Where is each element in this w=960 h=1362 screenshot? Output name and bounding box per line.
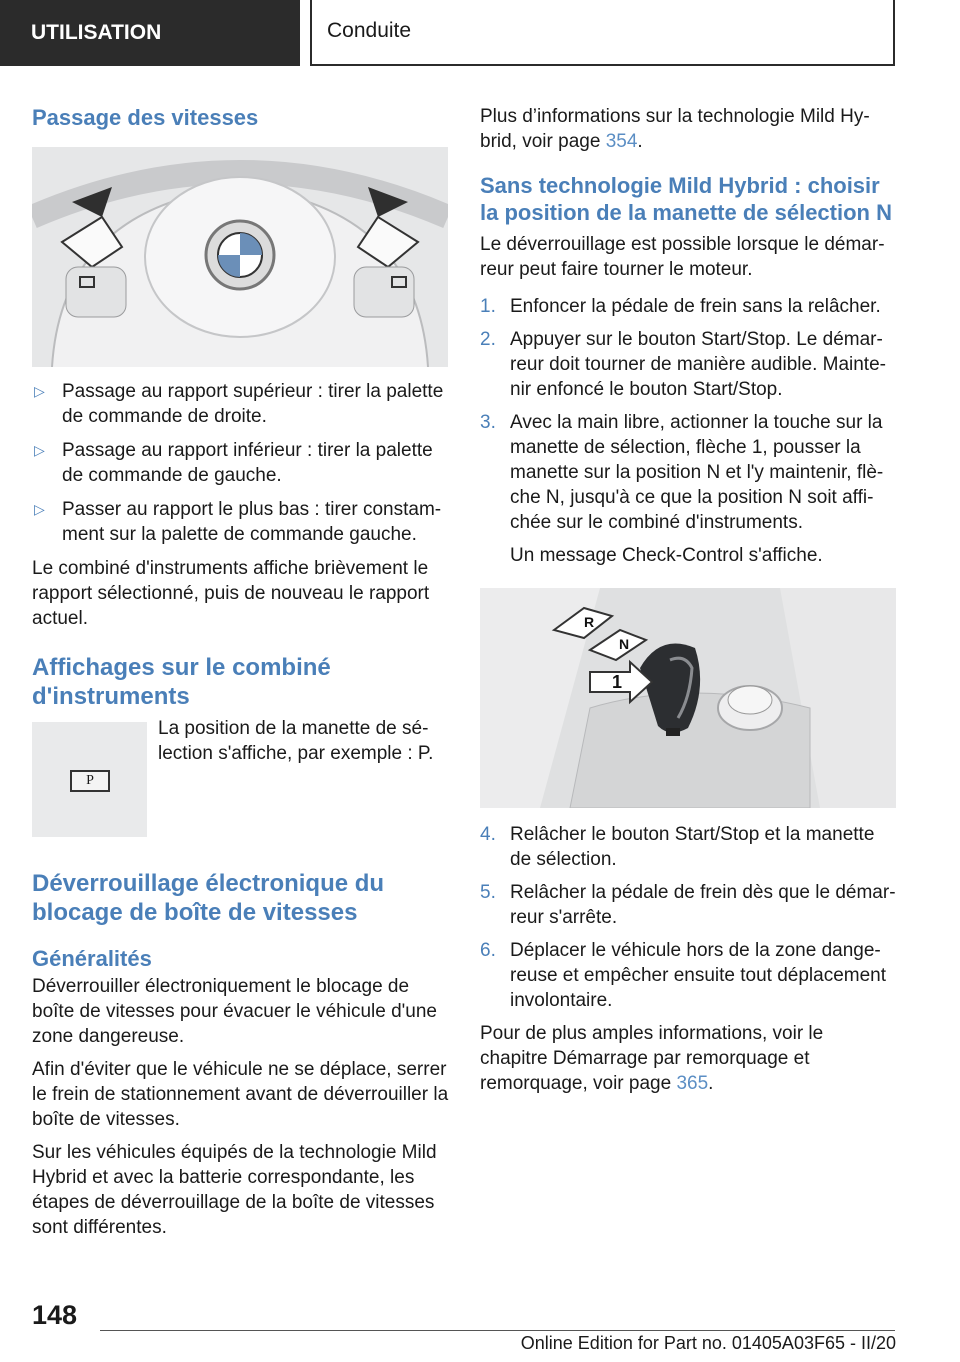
- list-item: ▷ Passage au rapport supérieur : tirer la palette de commande de droite.: [34, 381, 444, 427]
- right-column: [480, 100, 896, 1104]
- paragraph-mild-hybrid: Plus d’informations sur la technologie Mild Hybrid, voir page 354.: [480, 106, 870, 152]
- gear-indicator-box: P: [70, 770, 110, 792]
- list-item: ▷ Passage au rapport inférieur : tirer la palette de commande de gauche.: [34, 440, 433, 486]
- gear-selector-illustration: [480, 588, 896, 808]
- triangle-bullet-icon: ▷: [34, 383, 45, 399]
- steering-wheel-illustration: [32, 147, 448, 367]
- steering-wheel-image: [32, 147, 448, 367]
- heading-sans-mild-hybrid: Sans technologie Mild Hybrid : choisir la position de la manette de sélection N: [480, 173, 892, 225]
- step-item: 3. Avec la main libre, actionner la touche sur la manette de sélection, flèche 1, pousser la manette sur la position N et l'y maintenir, flèche N, jusqu'à ce que la position N soit affichée sur le combiné d'instruments.: [480, 412, 884, 533]
- steps-list-b: [480, 822, 896, 1013]
- footer-divider: [100, 1330, 895, 1331]
- page-header: [0, 0, 960, 66]
- left-column: [32, 100, 450, 1248]
- list-item: ▷ Passer au rapport le plus bas : tirer constamment sur la palette de commande gauche.: [34, 499, 442, 545]
- heading-affichages: Affichages sur le combiné d'instruments: [32, 654, 331, 710]
- steps-list-a: [480, 294, 896, 535]
- paragraph-gen2: Afin d'éviter que le véhicule ne se déplace, serrer le frein de stationnement avant de déverrouiller la boîte de vitesses.: [32, 1059, 449, 1130]
- step-item: 2. Appuyer sur le bouton Start/Stop. Le démarreur doit tourner de manière audible. Maintenir enfoncé le bouton Start/Stop.: [480, 329, 886, 400]
- paragraph-combine: Le combiné d'instruments affiche brièvement le rapport sélectionné, puis de nouveau le rapport actuel.: [32, 558, 430, 629]
- gear-selector-image: [480, 588, 896, 808]
- label-r: R: [584, 614, 595, 630]
- page-link-354[interactable]: 354: [605, 131, 638, 152]
- triangle-bullet-icon: ▷: [34, 442, 45, 458]
- step-item: 6. Déplacer le véhicule hors de la zone dangereuse et empêcher ensuite tout déplacement involontaire.: [480, 940, 887, 1011]
- heading-deverrouillage: Déverrouillage électronique du blocage de boîte de vitesses: [32, 870, 385, 926]
- triangle-bullet-icon: ▷: [34, 501, 45, 517]
- paragraph-affichage: La position de la manette de sélection s'affiche, par exemple : P.: [158, 718, 434, 764]
- page-number: 148: [32, 1300, 78, 1330]
- step-item: 4. Relâcher le bouton Start/Stop et la manette de sélection.: [480, 824, 875, 870]
- chapter-title: Conduite: [310, 0, 895, 66]
- paragraph-gen3: Sur les véhicules équipés de la technologie Mild Hybrid et avec la batterie correspondante, les étapes de déverrouillage de la boîte de vitesses sont différentes.: [32, 1142, 437, 1238]
- label-n: N: [619, 636, 630, 652]
- heading-generalites: Généralités: [32, 946, 152, 971]
- page-link-365[interactable]: 365: [676, 1073, 709, 1094]
- step-item: 5. Relâcher la pédale de frein dès que le démarreur s'arrête.: [480, 882, 896, 928]
- paragraph-gen1: Déverrouiller électroniquement le blocage de boîte de vitesses pour évacuer le véhicule d'une zone dangereuse.: [32, 976, 437, 1047]
- step3-note: Un message Check-Control s'affiche.: [510, 545, 823, 566]
- heading-passage: Passage des vitesses: [32, 105, 259, 130]
- display-section: [32, 719, 450, 845]
- shift-bullet-list: [32, 379, 450, 547]
- paragraph-final: Pour de plus amples informations, voir le chapitre Démarrage par remorquage et remorquage, voir page 365.: [480, 1023, 824, 1094]
- section-title: UTILISATION: [0, 0, 300, 66]
- label-1: 1: [612, 672, 623, 692]
- step-item: 1. Enfoncer la pédale de frein sans la relâcher.: [480, 296, 881, 317]
- edition-note: Online Edition for Part no. 01405A03F65 - II/20: [520, 1333, 896, 1353]
- gear-display-image: [32, 722, 147, 837]
- paragraph-sans: Le déverrouillage est possible lorsque le démarreur peut faire tourner le moteur.: [480, 234, 885, 280]
